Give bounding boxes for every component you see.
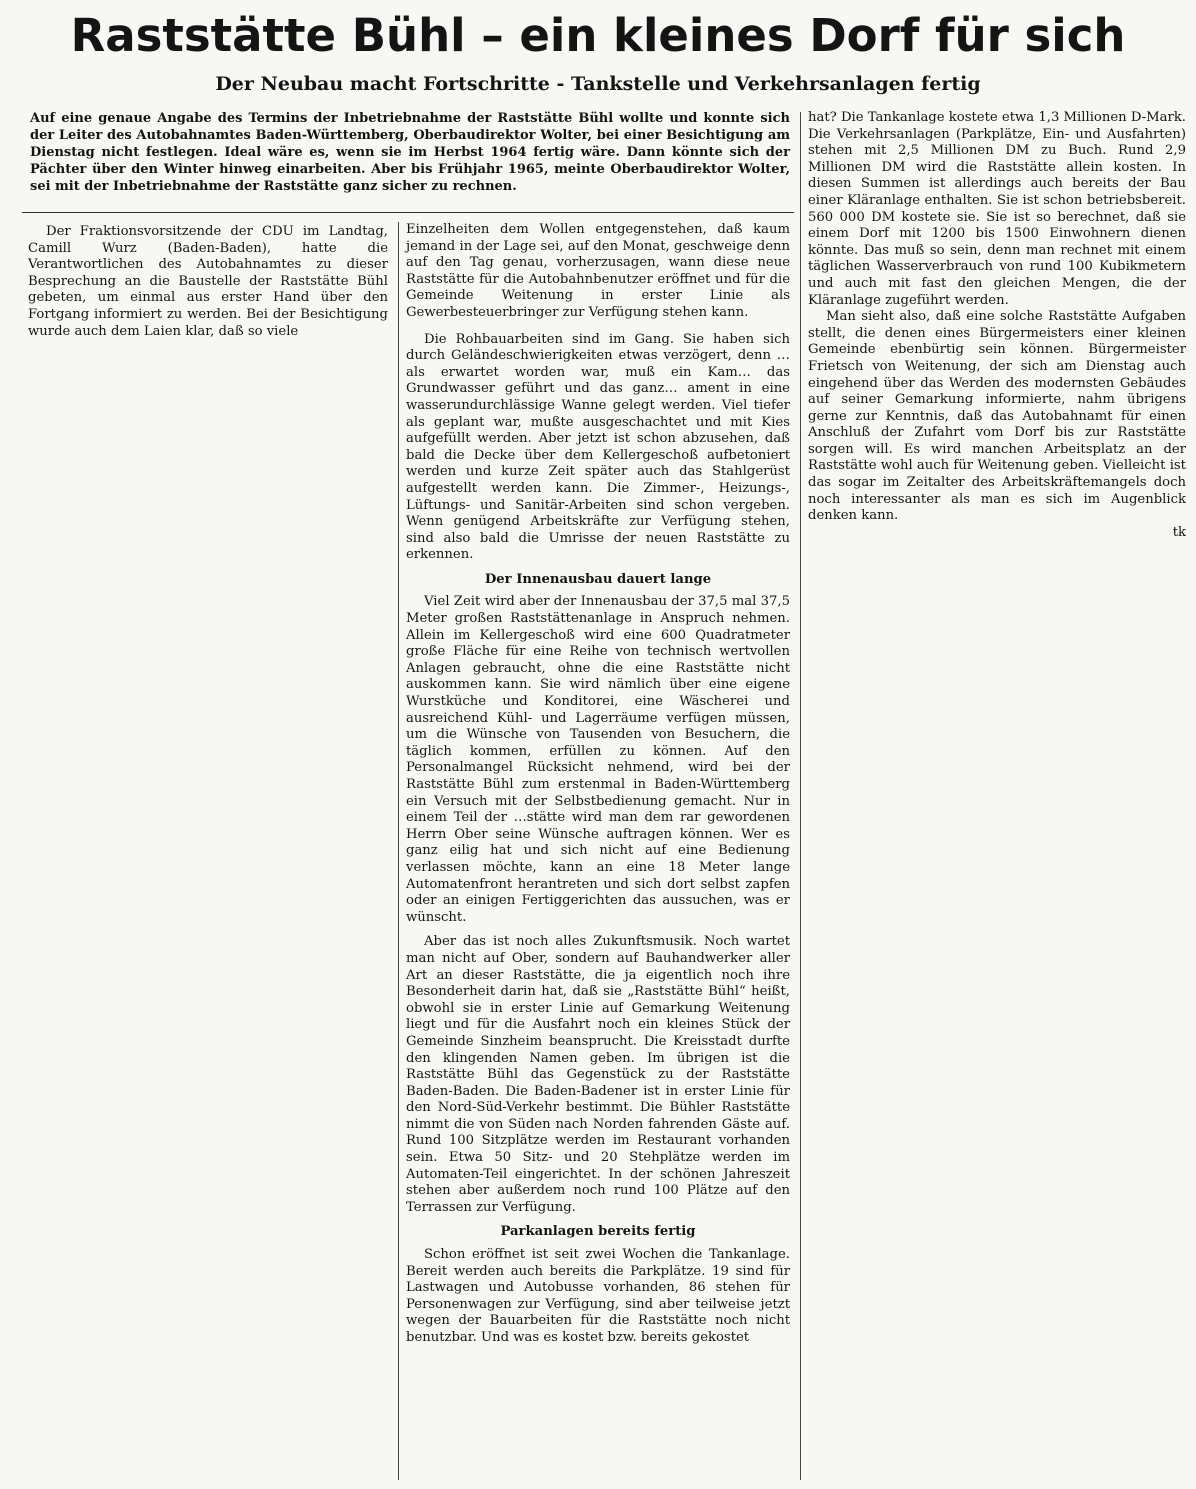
column-3 bbox=[808, 110, 1186, 541]
column-rule-2 bbox=[800, 112, 801, 1480]
lead-divider bbox=[22, 212, 794, 213]
lead-paragraph: Auf eine genaue Angabe des Termins der Inbetriebnahme der Raststätte Bühl wollte und konnte sich der Leiter des Autobahnamtes Baden-Württemberg, Oberbaudirektor Wolter, bei einer Besichtigung am Dienstag nicht festlegen. Ideal wäre es, wenn sie im Herbst 1964 fertig wäre. Dann könnte sich der Pächter über den Winter hinweg einarbeiten. Aber bis Frühjahr 1965, meinte Oberbaudirektor Wolter, sei mit der Inbetriebnahme der Raststätte ganz sicher zu rechnen. bbox=[30, 111, 790, 195]
col2-paragraph-1: Einzelheiten dem Wollen entgegenstehen, daß kaum jemand in der Lage sei, auf den Monat, geschweige denn auf den Tag genau, vorherzusagen, wann diese neue Raststätte für die Autobahnbenutzer eröffnet und für die Gemeinde Weitenung in erster Linie als Gewerbesteuerbringer zur Verfügung stehen kann. bbox=[406, 222, 790, 320]
column-rule-1 bbox=[398, 222, 399, 1480]
author-signature: tk bbox=[1172, 524, 1186, 540]
subhead-parkanlagen: Parkanlagen bereits fertig bbox=[500, 1224, 696, 1240]
col2-paragraph-3: Viel Zeit wird aber der Innenausbau der 37,5 mal 37,5 Meter großen Raststättenanlage in Anspruch nehmen. Allein im Kellergeschoß wird eine 600 Quadratmeter große Fläche für eine Reihe von technisch wertvollen Anlagen gebraucht, ohne die eine Raststätte nicht auskommen kann. Sie wird nämlich über eine eigene Wurstküche und Konditorei, eine Wäscherei und ausreichend Kühl- und Lagerräume verfügen müssen, um die Wünsche von Tausenden von Besuchern, die täglich kommen, erfüllen zu können. Auf den Personalmangel Rücksicht nehmend, wird bei der Raststätte Bühl zum erstenmal in Baden-Württemberg ein Versuch mit der Selbstbedienung gemacht. Nur in einem Teil der …stätte wird man dem rar gewordenen Herrn Ober seine Wünsche auftragen können. Wer es ganz eilig hat und sich nicht auf eine Bedienung verlassen möchte, kann an eine 18 Meter lange Automatenfront herantreten und sich dort selbst zapfen oder an einigen Fertiggerichten das aussuchen, was er wünscht. bbox=[406, 594, 790, 925]
col1-paragraph-1: Der Fraktionsvorsitzende der CDU im Landtag, Camill Wurz (Baden-Baden), hatte die Verantwortlichen des Autobahnamtes zu dieser Besprechung an die Baustelle der Raststätte Bühl gebeten, um einmal aus erster Hand über den Fortgang informiert zu werden. Bei der Besichtigung wurde auch dem Laien klar, daß so viele bbox=[28, 224, 388, 339]
col2-paragraph-2: Die Rohbauarbeiten sind im Gang. Sie haben sich durch Geländeschwierigkeiten etwas verzögert, denn … als erwartet worden war, muß ein Kam… das Grundwasser geführt und das ganz… ament in eine wasserundurchlässige Wanne gelegt werden. Viel tiefer als geplant war, mußte ausgeschachtet und mit Kies aufgefüllt werden. Aber jetzt ist schon abzusehen, daß bald die Decke über dem Kellergeschoß aufbetoniert werden und kurze Zeit später auch das Stahlgerüst aufgestellt werden kann. Die Zimmer-, Heizungs-, Lüftungs- und Sanitär-Arbeiten sind schon vergeben. Wenn genügend Arbeitskräfte zur Verfügung stehen, sind also bald die Umrisse der neuen Raststätte zu erkennen. bbox=[406, 331, 790, 563]
subhead-innenausbau: Der Innenausbau dauert lange bbox=[484, 571, 712, 587]
col2-paragraph-4: Aber das ist noch alles Zukunftsmusik. Noch wartet man nicht auf Ober, sondern auf Bauhandwerker aller Art an dieser Raststätte, die ja eigentlich noch ihre Besonderheit darin hat, daß sie „Raststätte Bühl“ heißt, obwohl sie in erster Linie auf Gemarkung Weitenung liegt und für die Ausfahrt noch ein kleines Stück der Gemeinde Sinzheim beansprucht. Die Kreisstadt durfte den klingenden Namen geben. Im übrigen ist die Raststätte Bühl das Gegenstück zu der Raststätte Baden-Baden. Die Baden-Badener ist in erster Linie für den Nord-Süd-Verkehr bestimmt. Die Bühler Raststätte nimmt die von Süden nach Norden fahrenden Gäste auf. Rund 100 Sitzplätze werden im Restaurant vorhanden sein. Etwa 50 Sitz- und 20 Stehplätze werden im Automaten-Teil eingerichtet. In der schönen Jahreszeit stehen aber außerdem noch rund 100 Plätze auf den Terrassen zur Verfügung. bbox=[406, 934, 790, 1215]
column-1 bbox=[28, 224, 388, 340]
col3-paragraph-1: hat? Die Tankanlage kostete etwa 1,3 Millionen D-Mark. Die Verkehrsanlagen (Parkplätze, Ein- und Ausfahrten) stehen mit 2,5 Millionen DM zu Buch. Rund 2,9 Millionen DM wird die Raststätte allein kosten. In diesen Summen ist allerdings auch bereits der Bau einer Kläranlage enthalten. Sie ist schon betriebsbereit. 560 000 DM kostete sie. Sie ist so berechnet, daß sie einem Dorf mit 1200 bis 1500 Einwohnern dienen könnte. Das muß so sein, denn man rechnet mit einem täglichen Wasserverbrauch von rund 100 Kubikmetern und auch mit fast den gleichen Mengen, die der Kläranlage zugeführt werden. bbox=[808, 110, 1186, 308]
subheadline: Der Neubau macht Fortschritte - Tankstelle und Verkehrsanlagen fertig bbox=[215, 73, 981, 95]
col3-paragraph-2: Man sieht also, daß eine solche Raststätte Aufgaben stellt, die denen eines Bürgermeisters einer kleinen Gemeinde ebenbürtig sein können. Bürgermeister Frietsch von Weitenung, der sich am Dienstag auch eingehend über das Werden des modernsten Gebäudes auf seiner Gemarkung informierte, nahm übrigens gerne zur Kenntnis, daß das Autobahnamt für einen Anschluß der Zufahrt vom Dorf bis zur Raststätte sorgen will. Es wird manchen Arbeitsplatz an der Raststätte wohl auch für Weitenung geben. Vielleicht ist das sogar im Zeitalter des Arbeitskräftemangels doch noch interessanter als man es sich im Augenblick denken kann. bbox=[808, 309, 1186, 524]
headline: Raststätte Bühl – ein kleines Dorf für sich bbox=[70, 9, 1126, 62]
col2-paragraph-5: Schon eröffnet ist seit zwei Wochen die Tankanlage. Bereit werden auch bereits die Parkplätze. 19 sind für Lastwagen und Autobusse vorhanden, 86 stehen für Personenwagen zur Verfügung, sind aber teilweise jetzt wegen der Bauarbeiten für die Raststätte noch nicht benutzbar. Und was es kostet bzw. bereits gekostet bbox=[406, 1247, 790, 1345]
column-2 bbox=[406, 222, 790, 1347]
